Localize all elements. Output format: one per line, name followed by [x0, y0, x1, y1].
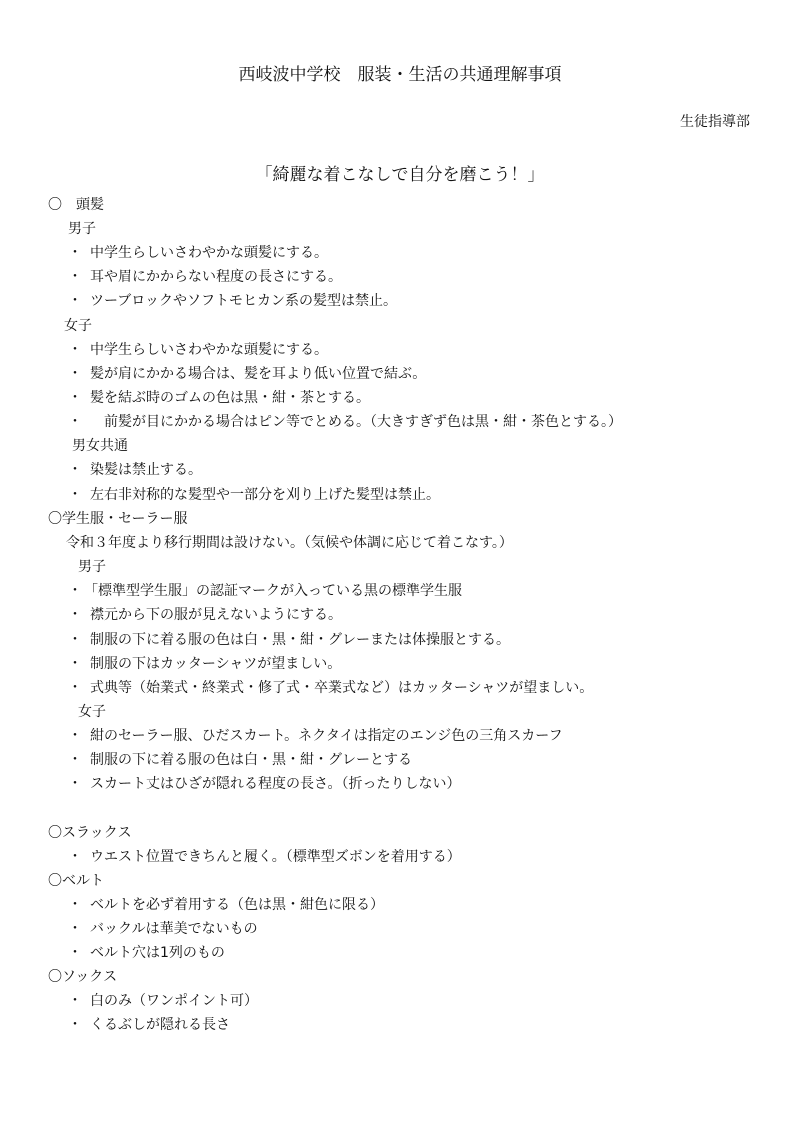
list-item: ・ ツーブロックやソフトモヒカン系の髪型は禁止。	[68, 293, 398, 309]
list-item: ・ 髪が肩にかかる場合は、髪を耳より低い位置で結ぶ。	[68, 366, 427, 382]
subheading-boys: 男子	[78, 559, 106, 575]
section-heading-uniform: 〇学生服・セーラー服	[48, 511, 188, 527]
subheading-girls: 女子	[78, 704, 106, 720]
list-item: ・ 襟元から下の服が見えないようにする。	[68, 607, 342, 623]
subheading-girls: 女子	[64, 318, 92, 334]
section-heading-slacks: 〇スラックス	[48, 825, 132, 841]
list-item: ・ ベルト穴は1列のもの	[68, 945, 225, 961]
list-item: ・ 白のみ（ワンポイント可）	[68, 993, 258, 1009]
subheading-common: 男女共通	[72, 438, 128, 454]
list-item: ・ 制服の下に着る服の色は白・黒・紺・グレーまたは体操服とする。	[68, 632, 510, 648]
list-item: ・ 左右非対称的な髪型や一部分を刈り上げた髪型は禁止。	[68, 487, 440, 503]
uniform-note: 令和３年度より移行期間は設けない。（気候や体調に応じて着こなす。）	[66, 535, 513, 551]
list-item: ・ ウエスト位置できちんと履く。（標準型ズボンを着用する）	[68, 849, 461, 865]
list-item: ・ バックルは華美でないもの	[68, 921, 258, 937]
list-item: ・ 制服の下に着る服の色は白・黒・紺・グレーとする	[68, 752, 412, 768]
section-heading-socks: 〇ソックス	[48, 969, 118, 985]
slogan: 「綺麗な着こなしで自分を磨こう！」	[255, 165, 545, 185]
list-item: ・ 耳や眉にかからない程度の長さにする。	[68, 269, 342, 285]
section-heading-belt: 〇ベルト	[48, 873, 104, 889]
list-item: ・ 前髪が目にかかる場合はピン等でとめる。（大きすぎず色は黒・紺・茶色とする。）	[68, 414, 622, 430]
list-item: ・ 染髪は禁止する。	[68, 462, 202, 478]
list-item: ・ 紺のセーラー服、ひだスカート。ネクタイは指定のエンジ色の三角スカーフ	[68, 728, 563, 744]
subheading-boys: 男子	[68, 221, 96, 237]
department-label: 生徒指導部	[680, 114, 750, 130]
list-item: ・ 制服の下はカッターシャツが望ましい。	[68, 656, 342, 672]
document-title: 西岐波中学校 服装・生活の共通理解事項	[238, 65, 562, 85]
list-item: ・ 式典等（始業式・終業式・修了式・卒業式など）はカッターシャツが望ましい。	[68, 680, 594, 696]
list-item: ・ くるぶしが隠れる長さ	[68, 1017, 230, 1033]
list-item: ・ 中学生らしいさわやかな頭髪にする。	[68, 245, 328, 261]
list-item: ・ ベルトを必ず着用する（色は黒・紺色に限る）	[68, 897, 384, 913]
list-item: ・ 髪を結ぶ時のゴムの色は黒・紺・茶とする。	[68, 390, 370, 406]
section-heading-hair: 〇 頭髪	[48, 197, 104, 213]
list-item: ・ 「標準型学生服」の認証マークが入っている黒の標準学生服	[68, 583, 462, 599]
list-item: ・ 中学生らしいさわやかな頭髪にする。	[68, 342, 328, 358]
list-item: ・ スカート丈はひざが隠れる程度の長さ。（折ったりしない）	[68, 776, 461, 792]
